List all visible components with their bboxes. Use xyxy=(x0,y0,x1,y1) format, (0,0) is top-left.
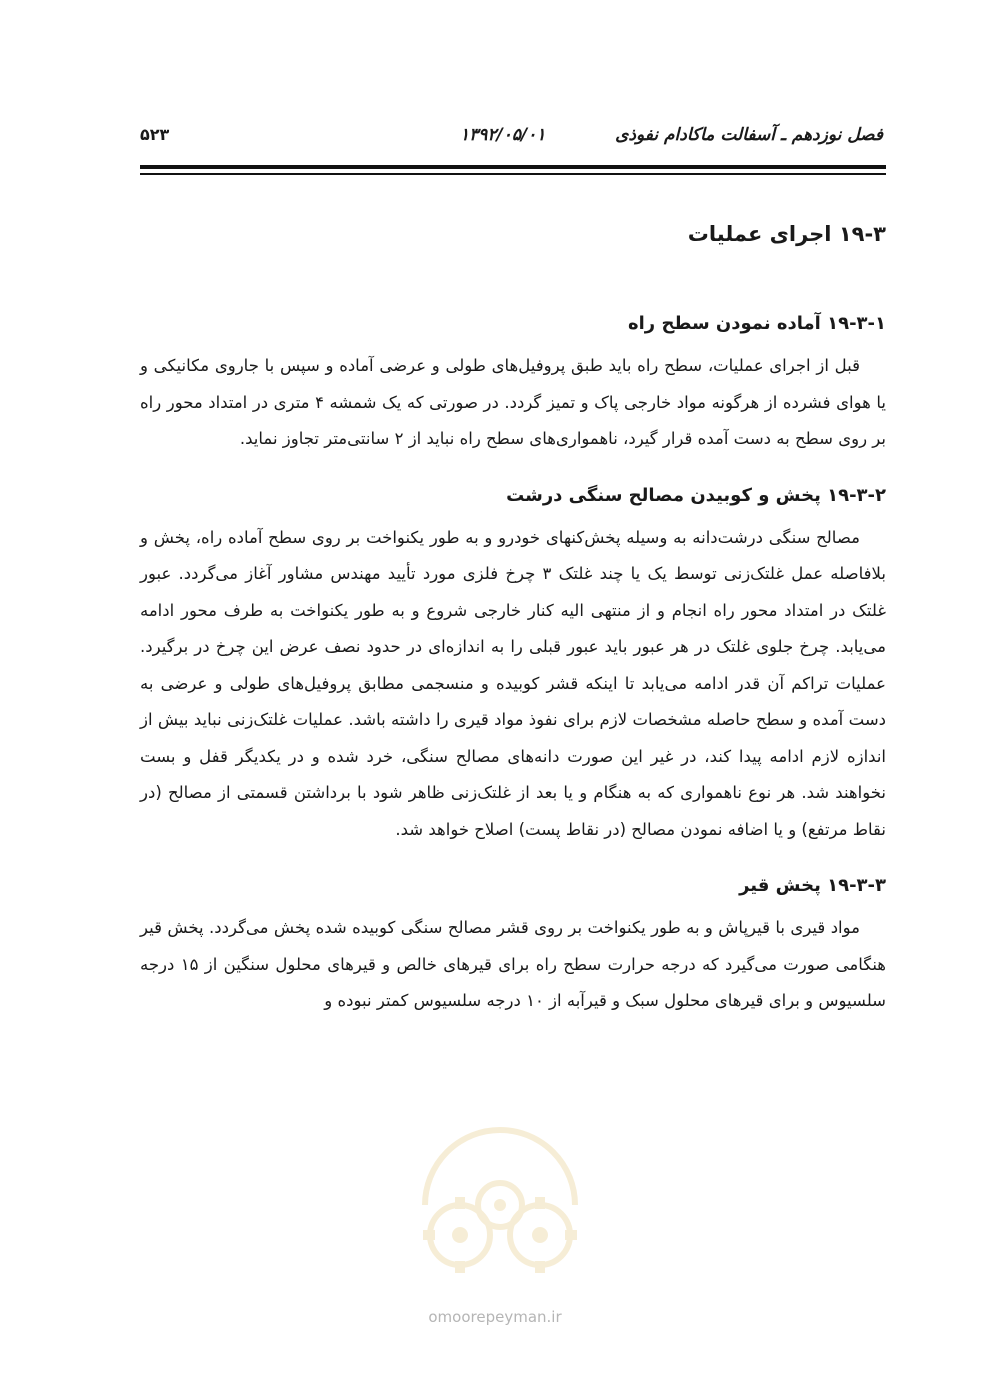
chapter-title: فصل نوزدهم ـ آسفالت ماکادام نفوذی xyxy=(615,125,883,145)
header-date: ۱۳۹۲/۰۵/۰۱ xyxy=(460,125,546,145)
gear-emblem-icon xyxy=(385,1085,615,1295)
subsection-title-2: ۱۹-۳-۲ پخش و کوبیدن مصالح سنگی درشت xyxy=(506,484,886,506)
header-rule-thick xyxy=(140,165,886,169)
page-content xyxy=(140,212,886,1038)
paragraph-2: مصالح سنگی درشت‌دانه به وسیله پخش‌کنهای خودرو و به طور یکنواخت بر روی سطح آماده راه، پخش و بلافاصله عمل غلتک‌زنی توسط یک یا چند غلتک ۳ چرخ فلزی مورد تأیید مهندس مشاور آغاز می‌گردد. عبور غلتک در امتداد محور راه انجام و از منتهی الیه کنار خارجی شروع و به طور یکنواخت به طرف محور ادامه می‌یابد. چرخ جلوی غلتک در هر عبور باید عبور قبلی را به اندازه‌ای در حدود نصف عرض این چرخ در برگیرد. عملیات تراکم آن قدر ادامه می‌یابد تا اینکه قشر کوبیده و منسجمی مطابق پروفیل‌های طولی و عرضی به دست آمده و سطح حاصله مشخصات لازم برای نفوذ مواد قیری را داشته باشد. عملیات غلتک‌زنی نباید بیش از اندازه لازم ادامه پیدا کند، در غیر این صورت دانه‌های مصالح سنگی، خرد شده و در یکدیگر قفل و بست نخواهند شد. هر نوع ناهمواری که به هنگام و یا بعد از غلتک‌زنی ظاهر شود با برداشتن قسمتی از مصالح (در نقاط مرتفع) و یا اضافه نمودن مصالح (در نقاط پست) اصلاح خواهد شد. xyxy=(140,527,886,839)
running-header xyxy=(140,125,883,153)
watermark-text: omoorepeyman.ir xyxy=(428,1308,562,1326)
page-number: ۵۲۳ xyxy=(140,125,170,144)
subsection-title-1: ۱۹-۳-۱ آماده نمودن سطح راه xyxy=(628,313,886,334)
section-title: ۱۹-۳ اجرای عملیات xyxy=(687,222,886,246)
header-rule-thin xyxy=(140,173,886,175)
paragraph-3: مواد قیری با قیرپاش و به طور یکنواخت بر روی قشر مصالح سنگی کوبیده شده پخش می‌گردد. پخش قیر هنگامی صورت می‌گیرد که درجه حرارت سطح راه برای قیرهای خالص و قیرهای محلول سنگین از ۱۵ درجه سلسیوس و برای قیرهای محلول سبک و قیرآبه از ۱۰ درجه سلسیوس کمتر نبوده و xyxy=(140,918,887,1010)
subsection-title-3: ۱۹-۳-۳ پخش قیر xyxy=(739,875,886,896)
paragraph-1: قبل از اجرای عملیات، سطح راه باید طبق پروفیل‌های طولی و عرضی آماده و سپس با جاروی مکانیکی و یا هوای فشرده از هرگونه مواد خارجی پاک و تمیز گردد. در صورتی که یک شمشه ۴ متری در امتداد محور راه بر روی سطح به دست آمده قرار گیرد، ناهمواری‌های سطح راه نباید از ۲ سانتی‌متر تجاوز نماید. xyxy=(140,356,886,448)
